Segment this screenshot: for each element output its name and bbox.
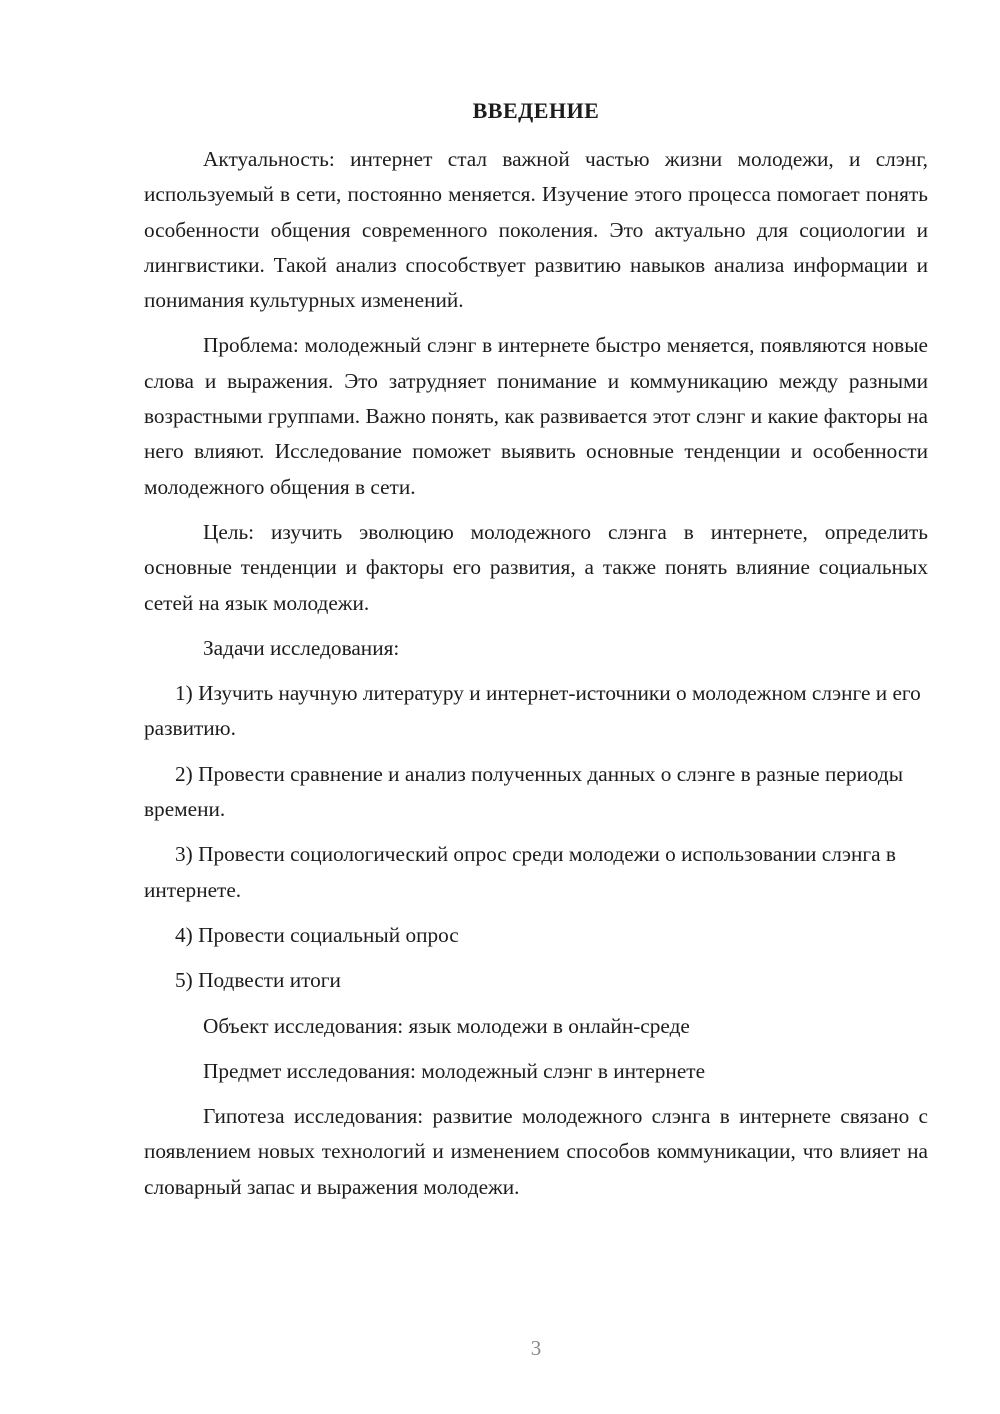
- paragraph-object: Объект исследования: язык молодежи в онлайн-среде: [203, 1013, 690, 1038]
- paragraph-hypothesis: Гипотеза исследования: развитие молодежного слэнга в интернете связано с появлением новых технологий и изменением способов коммуникации, что влияет на словарный запас и выражения молодежи.: [144, 1104, 928, 1199]
- paragraph-subject: Предмет исследования: молодежный слэнг в интернете: [203, 1058, 706, 1083]
- list-item: 3) Провести социологический опрос среди молодежи о использовании слэнга в интернете.: [144, 842, 896, 902]
- tasks-heading: Задачи исследования:: [203, 635, 400, 660]
- list-item: 4) Провести социальный опрос: [175, 922, 459, 947]
- list-item: 2) Провести сравнение и анализ полученных данных о слэнге в разные периоды времени.: [144, 761, 904, 822]
- page-number: 3: [530, 1336, 542, 1360]
- page-title: ВВЕДЕНИЕ: [472, 98, 600, 123]
- list-item: 5) Подвести итоги: [175, 968, 341, 993]
- list-item: 1) Изучить научную литературу и интернет-источники о молодежном слэнге и его развитию.: [144, 681, 921, 741]
- paragraph-goal: Цель: изучить эволюцию молодежного слэнга в интернете, определить основные тенденции и факторы его развития, а также понять влияние социальных сетей на язык молодежи.: [144, 519, 928, 615]
- document-body: [144, 142, 928, 1215]
- paragraph-relevance: Актуальность: интернет стал важной частью жизни молодежи, и слэнг, используемый в сети, постоянно меняется. Изучение этого процесса помогает понять особенности общения современного поколения. Это актуально для социологии и лингвистики. Такой анализ способствует развитию навыков анализа информации и понимания культурных изменений.: [144, 147, 928, 313]
- paragraph-problem: Проблема: молодежный слэнг в интернете быстро меняется, появляются новые слова и выражения. Это затрудняет понимание и коммуникацию между разными возрастными группами. Важно понять, как развивается этот слэнг и какие факторы на него влияют. Исследование поможет выявить основные тенденции и особенности молодежного общения в сети.: [144, 333, 928, 499]
